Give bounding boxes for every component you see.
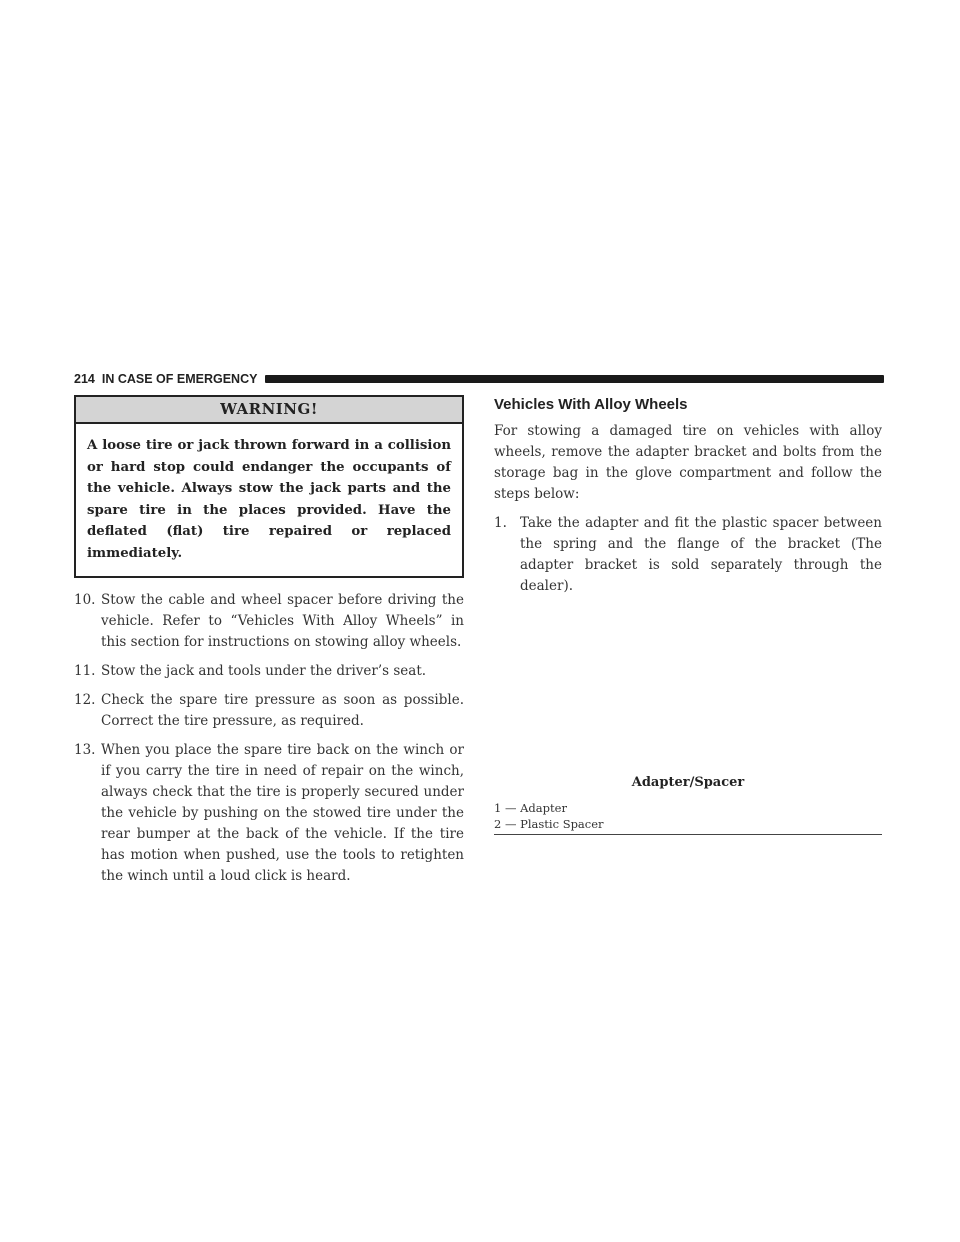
figure-area [494, 538, 882, 768]
legend-item: 2 — Plastic Spacer [494, 817, 604, 831]
step-text: Check the spare tire pressure as soon as possible. Correct the tire pressure, as required. [101, 692, 464, 729]
step-number: 1. [494, 515, 507, 531]
warning-box [74, 395, 464, 578]
warning-body: A loose tire or jack thrown forward in a collision or hard stop could endanger the occupants of the vehicle. Always stow the jack parts and the spare tire in the places provided. Have the deflated (flat) tire repaired or replaced immediately. [87, 438, 451, 561]
step-number: 12. [74, 692, 96, 708]
section-title: IN CASE OF EMERGENCY [101, 372, 258, 386]
figure-legend [494, 800, 882, 835]
header-rule [265, 375, 884, 383]
list-item [74, 590, 464, 653]
step-number: 10. [74, 592, 96, 608]
step-text: Stow the jack and tools under the driver’s seat. [101, 663, 427, 679]
intro-paragraph: For stowing a damaged tire on vehicles with alloy wheels, remove the adapter bracket and bolts from the storage bag in the glove compartment and follow the steps below: [494, 423, 882, 502]
step-text: Stow the cable and wheel spacer before driving the vehicle. Refer to “Vehicles With Alloy Wheels” in this section for instructions on stowing alloy wheels. [101, 592, 464, 650]
legend-item: 1 — Adapter [494, 801, 567, 815]
list-item [74, 690, 464, 732]
figure-caption: Adapter/Spacer [631, 775, 745, 790]
left-column [74, 395, 464, 895]
step-text: When you place the spare tire back on the winch or if you carry the tire in need of repair on the winch, always check that the tire is properly secured under the vehicle by pushing on the stowed tire under the rear bumper at the back of the vehicle. If the tire has motion when pushed, use the tools to retighten the winch until a loud click is heard. [101, 742, 464, 884]
section-heading: Vehicles With Alloy Wheels [494, 396, 688, 413]
step-number: 13. [74, 742, 96, 758]
step-list [74, 590, 464, 887]
step-text: Take the adapter and fit the plastic spacer between the spring and the flange of the bracket (The adapter bracket is sold separately through the dealer). [520, 515, 882, 594]
list-item [74, 661, 464, 682]
step-number: 11. [74, 663, 96, 679]
list-item [74, 740, 464, 887]
page-number: 214 [74, 372, 95, 386]
warning-title: WARNING! [76, 397, 462, 424]
page-header [74, 369, 884, 389]
